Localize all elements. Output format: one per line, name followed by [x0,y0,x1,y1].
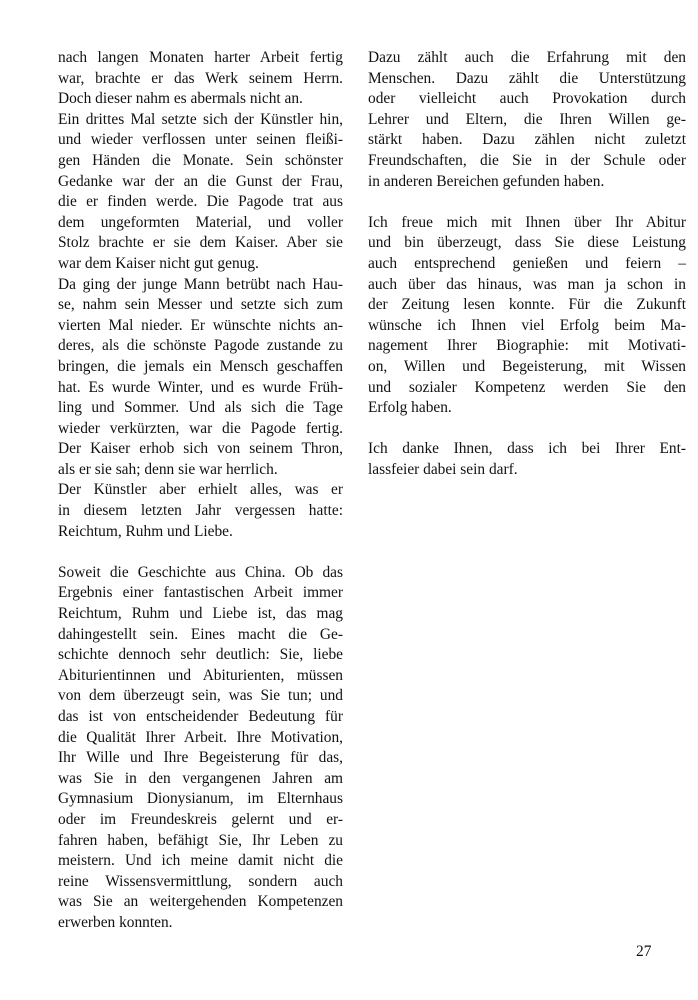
text-line: Ihr Wille und Ihre Begeisterung für das, [58,749,343,767]
text-line: in diesem letzten Jahr vergessen hatte: [58,502,343,520]
paragraph [368,439,686,480]
text-line: ling und Sommer. Und als sich die Tage [58,399,343,417]
text-line: Ergebnis einer fantastischen Arbeit immer [58,584,343,602]
text-line: Erfolg haben. [368,399,452,417]
text-line: lassfeier dabei sein darf. [368,460,518,478]
text-line: was Sie in den vergangenen Jahren am [58,769,343,787]
text-line: Menschen. Dazu zählt die Unterstützung [368,69,686,87]
text-line: bringen, die jemals ein Mensch geschaffen [58,357,343,375]
text-line: wieder verkürzten, war die Pagode fertig. [58,419,343,437]
text-line: deres, als die schönste Pagode zustande zu [58,337,343,355]
text-line: Soweit die Geschichte aus China. Ob das [58,563,343,581]
text-line: was Sie an weitergehenden Kompetenzen [58,893,343,911]
text-line: Da ging der junge Mann betrübt nach Hau- [58,275,343,293]
text-line: auch über das hinaus, was man ja schon in [368,275,686,293]
text-line: dem ungeformten Material, und voller [58,213,343,231]
paragraph [368,48,686,192]
text-line: Doch dieser nahm es abermals nicht an. [58,90,303,108]
text-line: fahren haben, befähigt Sie, Ihr Leben zu [58,831,343,849]
text-line: nagement Ihrer Biographie: mit Motivati- [368,337,686,355]
text-line: stärkt haben. Dazu zählen nicht zuletzt [368,131,686,149]
text-line: Der Künstler aber erhielt alles, was er [58,481,343,499]
text-line: von dem überzeugt sein, was Sie tun; und [58,687,343,705]
text-line: Dazu zählt auch die Erfahrung mit den [368,49,686,66]
paragraph [58,563,343,934]
text-line: Der Kaiser erhob sich von seinem Thron, [58,440,343,458]
text-line: vierten Mal nieder. Er wünschte nichts an- [58,316,343,334]
text-line: gen Händen die Monate. Sein schönster [58,151,343,169]
paragraph [58,48,343,542]
page-number: 27 [636,943,652,960]
text-line: Stolz brachte er sie dem Kaiser. Aber sie [58,234,343,252]
text-line: Ich freue mich mit Ihnen über Ihr Abitur [368,213,686,231]
text-line: Freundschaften, die Sie in der Schule oder [368,151,686,169]
text-line: Abiturientinnen und Abiturienten, müssen [58,666,343,684]
text-line: die er finden werde. Die Pagode trat aus [58,193,343,211]
text-line: Reichtum, Ruhm und Liebe ist, das mag [58,605,343,623]
text-line: in anderen Bereichen gefunden haben. [368,172,605,190]
text-line: das ist von entscheidender Bedeutung für [58,708,343,725]
text-line: nach langen Monaten harter Arbeit fertig [58,49,343,66]
paragraph [368,213,686,419]
text-line: Ich danke Ihnen, dass ich bei Ihrer Ent- [368,440,686,458]
text-line: und bin überzeugt, dass Sie diese Leistung [368,234,686,252]
text-line: schichte dennoch sehr deutlich: Sie, liebe [58,646,343,664]
text-line: oder vielleicht auch Provokation durch [368,90,686,108]
text-line: Lehrer und Eltern, die Ihren Willen ge- [368,110,686,128]
text-line: als er sie sah; denn sie war herrlich. [58,460,278,478]
text-line: meistern. Und ich meine damit nicht die [58,852,343,870]
text-line: se, nahm sein Messer und setzte sich zum [58,296,343,314]
text-line: reine Wissensvermittlung, sondern auch [58,872,343,890]
text-line: wünsche ich Ihnen viel Erfolg beim Ma- [368,316,686,334]
text-line: on, Willen und Begeisterung, mit Wissen [368,357,686,375]
text-line: Reichtum, Ruhm und Liebe. [58,522,233,540]
text-line: war, brachte er das Werk seinem Herrn. [58,69,343,87]
text-line: die Qualität Ihrer Arbeit. Ihre Motivation, [58,728,343,746]
text-line: der Zeitung lesen konnte. Für die Zukunft [368,296,686,314]
text-line: Gymnasium Dionysianum, im Elternhaus [58,790,343,808]
text-line: und wieder verflossen unter seinen fleißi- [58,131,343,149]
text-line: war dem Kaiser nicht gut genug. [58,254,259,272]
right-column [368,48,686,480]
text-line: Gedanke war der an die Gunst der Frau, [58,172,343,190]
left-column [58,48,343,934]
text-line: hat. Es wurde Winter, und es wurde Früh- [58,378,343,396]
text-line: auch entsprechend genießen und feiern – [368,254,686,272]
text-line: und sozialer Kompetenz werden Sie den [368,378,686,396]
text-line: Ein drittes Mal setzte sich der Künstler hin, [58,110,343,128]
text-line: erwerben konnten. [58,913,173,931]
text-line: dahingestellt sein. Eines macht die Ge- [58,625,343,643]
text-line: oder im Freundeskreis gelernt und er- [58,810,343,828]
